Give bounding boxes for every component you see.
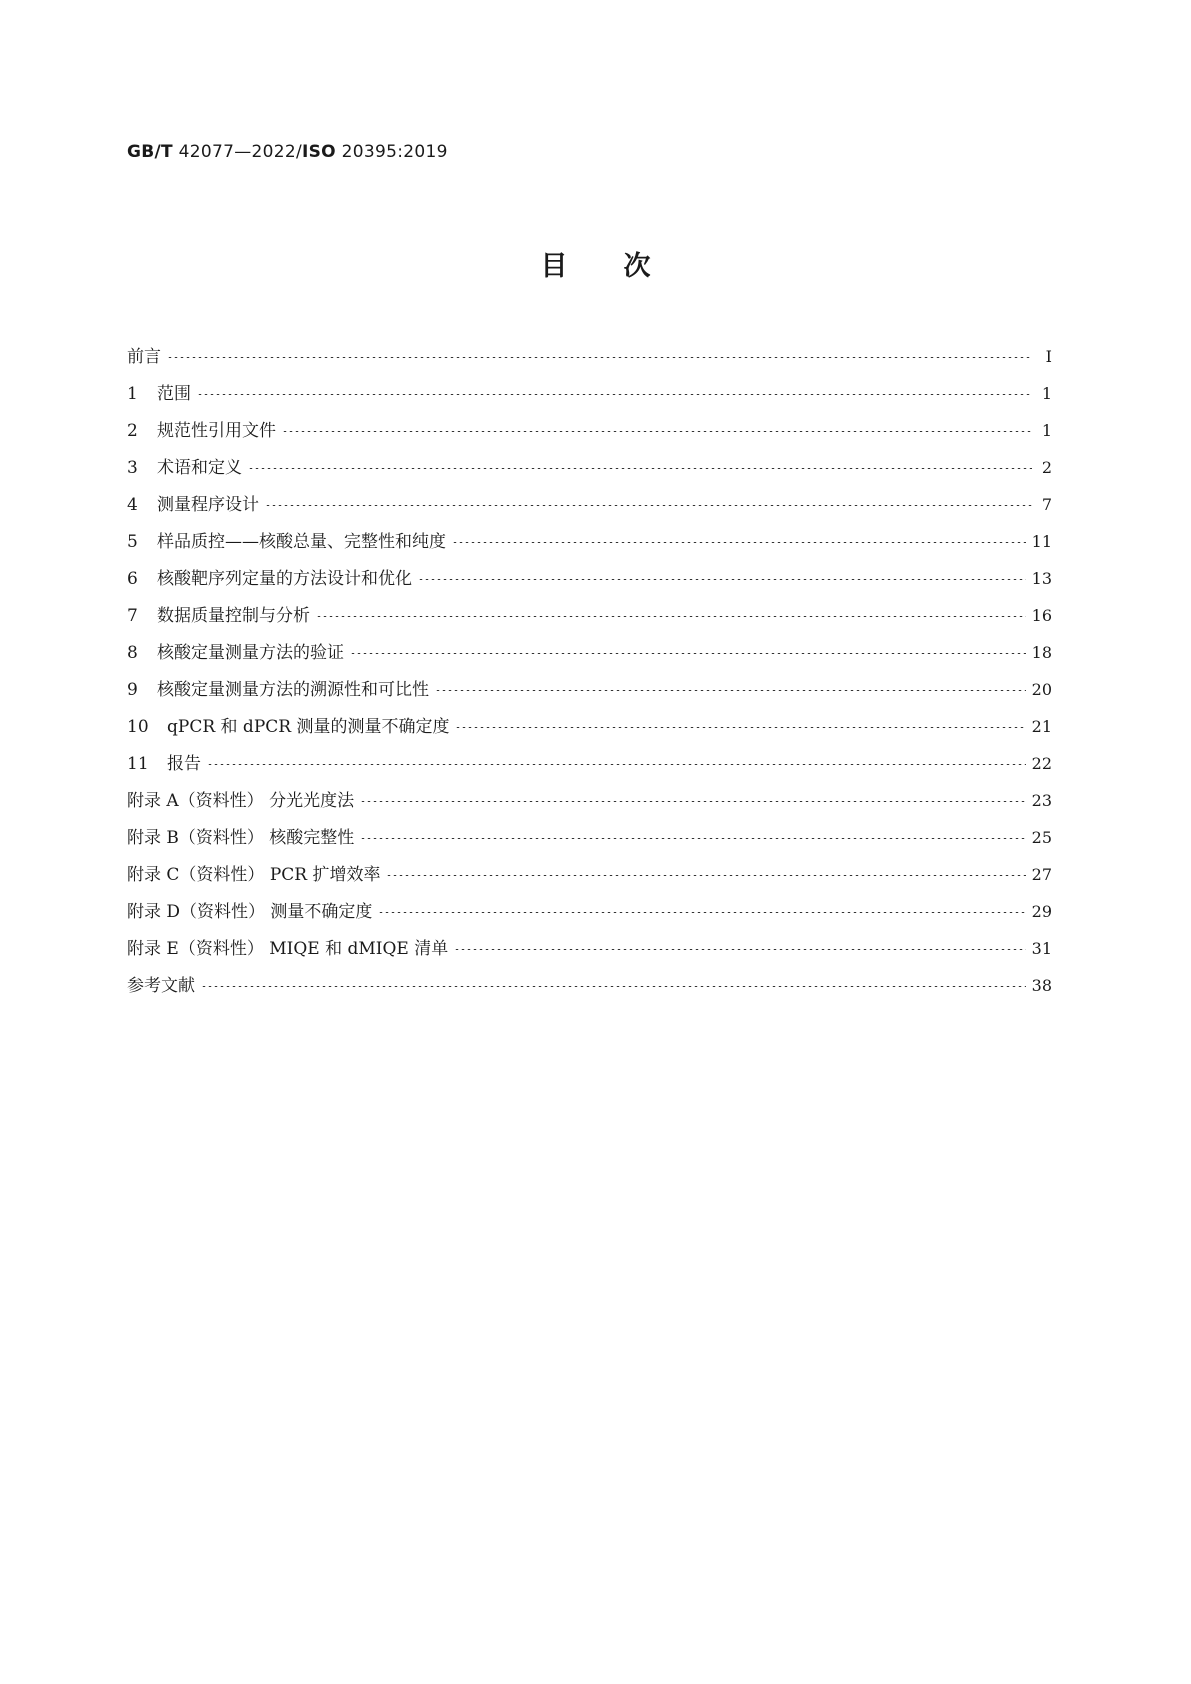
standard-prefix: GB/T: [127, 142, 173, 162]
toc-entry-label: 样品质控——核酸总量、完整性和纯度: [157, 532, 446, 552]
toc-entry[interactable]: [127, 897, 1052, 934]
toc-entry-number: 7: [127, 606, 138, 626]
toc-entry[interactable]: [127, 564, 1052, 601]
toc-page-number: 7: [1041, 495, 1052, 514]
toc-entry[interactable]: [127, 675, 1052, 712]
toc-dot-leader: [435, 690, 1026, 691]
toc-page-number: 1: [1041, 421, 1052, 440]
standard-number-header: [127, 142, 448, 162]
toc-dot-leader: [360, 801, 1026, 802]
standard-number: 42077—2022/: [172, 142, 302, 162]
toc-page-number: 13: [1031, 569, 1052, 588]
toc-entry[interactable]: [127, 786, 1052, 823]
toc-entry[interactable]: [127, 490, 1052, 527]
toc-entry-label: 附录 B（资料性） 核酸完整性: [127, 828, 355, 848]
toc-dot-leader: [454, 949, 1025, 950]
toc-dot-leader: [197, 394, 1032, 395]
iso-prefix: ISO: [302, 142, 336, 162]
toc-entry-label: 数据质量控制与分析: [157, 606, 310, 626]
toc-entry-label: 范围: [157, 384, 191, 404]
toc-entry-label: 报告: [167, 754, 201, 774]
toc-dot-leader: [248, 468, 1032, 469]
toc-dot-leader: [316, 616, 1026, 617]
toc-dot-leader: [452, 542, 1026, 543]
toc-entry-label: 核酸靶序列定量的方法设计和优化: [157, 569, 412, 589]
toc-entry[interactable]: [127, 712, 1052, 749]
toc-entry-number: 8: [127, 643, 138, 663]
toc-page-number: 11: [1031, 532, 1052, 551]
toc-entry-number: 2: [127, 421, 138, 441]
toc-entry-number: 1: [127, 384, 138, 404]
toc-page-number: 27: [1031, 865, 1052, 884]
toc-entry-label: 规范性引用文件: [157, 421, 276, 441]
toc-entry-number: 9: [127, 680, 138, 700]
toc-page-number: 38: [1031, 976, 1052, 995]
toc-entry[interactable]: [127, 860, 1052, 897]
toc-entry-label: 附录 E（资料性） MIQE 和 dMIQE 清单: [127, 939, 449, 959]
toc-entry[interactable]: [127, 527, 1052, 564]
toc-page-number: 21: [1031, 717, 1052, 736]
toc-entry[interactable]: [127, 342, 1052, 379]
toc-entry-number: 4: [127, 495, 138, 515]
toc-entry-number: 6: [127, 569, 138, 589]
toc-entry[interactable]: [127, 416, 1052, 453]
toc-entry-number: 5: [127, 532, 138, 552]
toc-page-number: Ⅰ: [1045, 347, 1052, 366]
toc-entry-number: 11: [127, 754, 149, 774]
toc-dot-leader: [265, 505, 1032, 506]
toc-entry-label: 参考文献: [127, 976, 195, 996]
toc-entry-label: 附录 D（资料性） 测量不确定度: [127, 902, 373, 922]
toc-entry-label: 前言: [127, 347, 161, 367]
toc-dot-leader: [378, 912, 1025, 913]
table-of-contents: [127, 342, 1052, 1008]
toc-dot-leader: [207, 764, 1026, 765]
toc-page-number: 31: [1031, 939, 1052, 958]
toc-page-number: 20: [1031, 680, 1052, 699]
toc-dot-leader: [455, 727, 1025, 728]
toc-page-number: 16: [1031, 606, 1052, 625]
toc-page-number: 23: [1031, 791, 1052, 810]
toc-entry[interactable]: [127, 823, 1052, 860]
toc-dot-leader: [167, 357, 1032, 358]
toc-entry[interactable]: [127, 638, 1052, 675]
toc-page-number: 18: [1031, 643, 1052, 662]
toc-entry-label: 测量程序设计: [157, 495, 259, 515]
toc-dot-leader: [386, 875, 1025, 876]
toc-page-number: 29: [1031, 902, 1052, 921]
iso-number: 20395:2019: [335, 142, 448, 162]
toc-dot-leader: [360, 838, 1025, 839]
toc-dot-leader: [418, 579, 1026, 580]
toc-entry-label: 核酸定量测量方法的溯源性和可比性: [157, 680, 429, 700]
toc-entry[interactable]: [127, 601, 1052, 638]
toc-page-number: 1: [1041, 384, 1052, 403]
toc-entry[interactable]: [127, 971, 1052, 1008]
toc-title: 目次: [540, 251, 707, 282]
toc-dot-leader: [350, 653, 1026, 654]
toc-entry[interactable]: [127, 379, 1052, 416]
toc-entry-label: 术语和定义: [157, 458, 242, 478]
toc-entry-label: qPCR 和 dPCR 测量的测量不确定度: [167, 717, 450, 737]
toc-page-number: 2: [1041, 458, 1052, 477]
toc-entry-label: 核酸定量测量方法的验证: [157, 643, 344, 663]
toc-entry-label: 附录 C（资料性） PCR 扩增效率: [127, 865, 381, 885]
toc-entry-label: 附录 A（资料性） 分光光度法: [127, 791, 355, 811]
toc-entry[interactable]: [127, 749, 1052, 786]
toc-page-number: 22: [1031, 754, 1052, 773]
toc-entry[interactable]: [127, 934, 1052, 971]
toc-entry-number: 10: [127, 717, 149, 737]
toc-dot-leader: [282, 431, 1032, 432]
toc-entry-number: 3: [127, 458, 138, 478]
toc-entry[interactable]: [127, 453, 1052, 490]
toc-dot-leader: [201, 986, 1026, 987]
toc-page-number: 25: [1031, 828, 1052, 847]
